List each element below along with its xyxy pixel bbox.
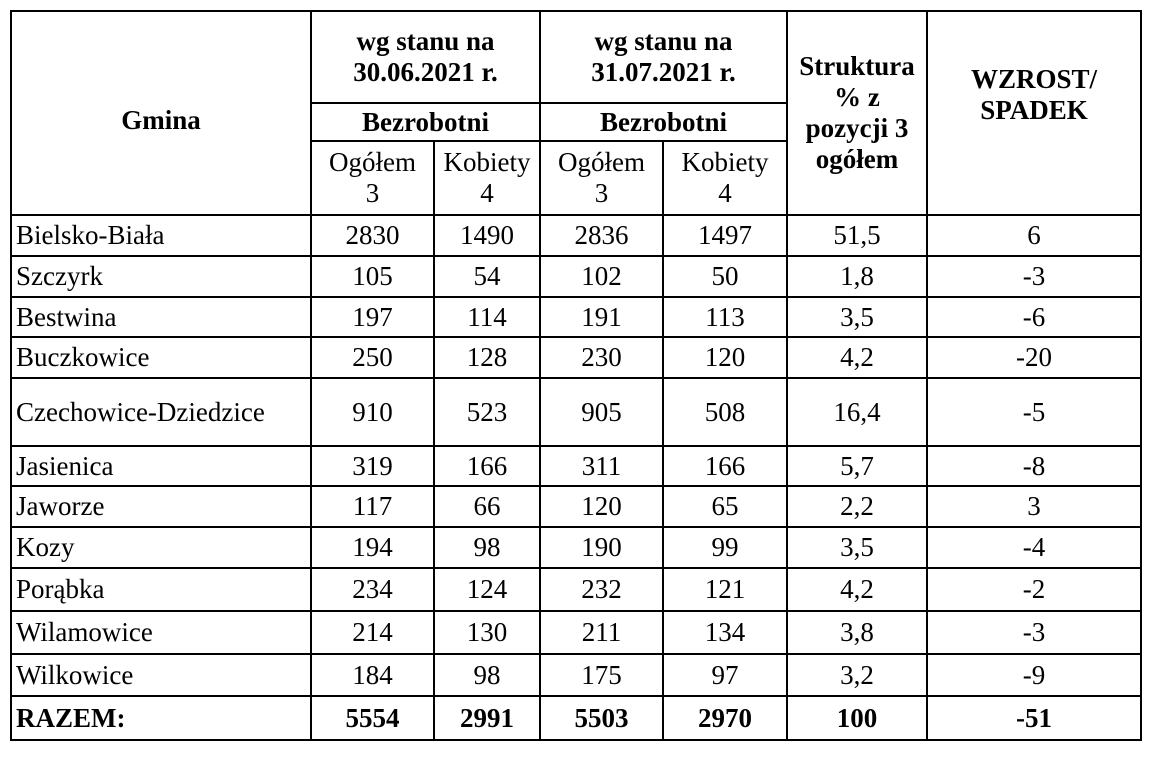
cell-kobiety-july: 121 (663, 568, 787, 611)
cell-ogolem-june: 234 (311, 568, 434, 611)
cell-kobiety-june: 98 (434, 654, 540, 696)
cell-kobiety-june: 124 (434, 568, 540, 611)
cell-kobiety-june: 98 (434, 527, 540, 568)
cell-kobiety-june: 114 (434, 297, 540, 337)
cell-kobiety-july: 65 (663, 486, 787, 527)
cell-struktura: 1,8 (787, 256, 927, 297)
cell-ogolem-june: 910 (311, 378, 434, 446)
cell-ogolem-june: 250 (311, 337, 434, 378)
cell-ogolem-july: 230 (540, 337, 663, 378)
header-bezrobotni-july: Bezrobotni (540, 103, 787, 141)
cell-wzrost-spadek: -3 (927, 611, 1141, 654)
total-row (11, 696, 1141, 740)
cell-ogolem-july: 191 (540, 297, 663, 337)
header-col-num: 3 (365, 178, 380, 208)
header-wzrost-spadek: WZROST/ SPADEK (927, 11, 1141, 215)
cell-struktura: 4,2 (787, 337, 927, 378)
cell-struktura: 3,5 (787, 527, 927, 568)
cell-gmina: Wilkowice (11, 654, 311, 696)
cell-kobiety-july: 508 (663, 378, 787, 446)
cell-gmina: Jaworze (11, 486, 311, 527)
cell-wzrost-spadek: -9 (927, 654, 1141, 696)
table-row (11, 446, 1141, 486)
cell-gmina: Bestwina (11, 297, 311, 337)
header-struktura: Struktura % z pozycji 3 ogółem (787, 11, 927, 215)
cell-gmina: Kozy (11, 527, 311, 568)
cell-kobiety-june: 523 (434, 378, 540, 446)
header-ogolem-july (540, 141, 663, 215)
cell-ogolem-june: 319 (311, 446, 434, 486)
table-row (11, 256, 1141, 297)
header-period-june: wg stanu na 30.06.2021 r. (311, 11, 540, 103)
cell-total-struktura: 100 (787, 696, 927, 740)
cell-kobiety-july: 97 (663, 654, 787, 696)
table-row (11, 527, 1141, 568)
cell-ogolem-july: 2836 (540, 215, 663, 256)
cell-kobiety-june: 54 (434, 256, 540, 297)
cell-total-kobiety-june: 2991 (434, 696, 540, 740)
cell-kobiety-june: 1490 (434, 215, 540, 256)
cell-wzrost-spadek: -20 (927, 337, 1141, 378)
cell-kobiety-july: 134 (663, 611, 787, 654)
unemployment-table (10, 10, 1142, 741)
cell-ogolem-june: 2830 (311, 215, 434, 256)
cell-gmina: Bielsko-Biała (11, 215, 311, 256)
header-kobiety-label: Kobiety (681, 147, 769, 177)
cell-total-ogolem-july: 5503 (540, 696, 663, 740)
cell-struktura: 3,5 (787, 297, 927, 337)
table-row (11, 568, 1141, 611)
header-col-num: 4 (718, 178, 732, 208)
cell-wzrost-spadek: -8 (927, 446, 1141, 486)
cell-wzrost-spadek: 3 (927, 486, 1141, 527)
cell-kobiety-july: 99 (663, 527, 787, 568)
cell-ogolem-july: 175 (540, 654, 663, 696)
cell-ogolem-july: 102 (540, 256, 663, 297)
table-row (11, 654, 1141, 696)
cell-ogolem-june: 197 (311, 297, 434, 337)
header-bezrobotni-june: Bezrobotni (311, 103, 540, 141)
cell-struktura: 4,2 (787, 568, 927, 611)
cell-kobiety-june: 166 (434, 446, 540, 486)
header-kobiety-june (434, 141, 540, 215)
cell-total-ogolem-june: 5554 (311, 696, 434, 740)
header-col-num: 4 (480, 178, 494, 208)
cell-ogolem-july: 311 (540, 446, 663, 486)
cell-kobiety-june: 128 (434, 337, 540, 378)
header-gmina: Gmina (11, 11, 311, 215)
cell-wzrost-spadek: -6 (927, 297, 1141, 337)
cell-wzrost-spadek: -4 (927, 527, 1141, 568)
cell-total-kobiety-july: 2970 (663, 696, 787, 740)
table-row (11, 337, 1141, 378)
header-ogolem-label: Ogółem (558, 147, 645, 177)
cell-kobiety-june: 66 (434, 486, 540, 527)
cell-gmina: Buczkowice (11, 337, 311, 378)
header-ogolem-label: Ogółem (329, 147, 416, 177)
table-row (11, 215, 1141, 256)
table-row (11, 486, 1141, 527)
table-row (11, 611, 1141, 654)
header-kobiety-label: Kobiety (443, 147, 531, 177)
cell-kobiety-july: 1497 (663, 215, 787, 256)
cell-wzrost-spadek: 6 (927, 215, 1141, 256)
cell-total-wzrost-spadek: -51 (927, 696, 1141, 740)
cell-gmina: Czechowice-Dziedzice (11, 378, 311, 446)
cell-gmina: Porąbka (11, 568, 311, 611)
cell-ogolem-july: 232 (540, 568, 663, 611)
cell-struktura: 3,8 (787, 611, 927, 654)
table-row (11, 378, 1141, 446)
cell-struktura: 2,2 (787, 486, 927, 527)
cell-gmina: Wilamowice (11, 611, 311, 654)
cell-struktura: 5,7 (787, 446, 927, 486)
cell-ogolem-july: 120 (540, 486, 663, 527)
table-row (11, 297, 1141, 337)
cell-gmina: Jasienica (11, 446, 311, 486)
cell-struktura: 3,2 (787, 654, 927, 696)
cell-struktura: 51,5 (787, 215, 927, 256)
cell-ogolem-june: 105 (311, 256, 434, 297)
cell-gmina: Szczyrk (11, 256, 311, 297)
cell-struktura: 16,4 (787, 378, 927, 446)
cell-kobiety-july: 113 (663, 297, 787, 337)
cell-total-label: RAZEM: (11, 696, 311, 740)
header-ogolem-june (311, 141, 434, 215)
cell-kobiety-july: 50 (663, 256, 787, 297)
cell-ogolem-july: 905 (540, 378, 663, 446)
header-col-num: 3 (594, 178, 609, 208)
cell-wzrost-spadek: -5 (927, 378, 1141, 446)
cell-ogolem-june: 117 (311, 486, 434, 527)
header-kobiety-july (663, 141, 787, 215)
cell-ogolem-july: 190 (540, 527, 663, 568)
cell-kobiety-july: 120 (663, 337, 787, 378)
header-period-july: wg stanu na 31.07.2021 r. (540, 11, 787, 103)
cell-kobiety-july: 166 (663, 446, 787, 486)
cell-kobiety-june: 130 (434, 611, 540, 654)
cell-ogolem-july: 211 (540, 611, 663, 654)
cell-wzrost-spadek: -3 (927, 256, 1141, 297)
cell-ogolem-june: 214 (311, 611, 434, 654)
cell-ogolem-june: 194 (311, 527, 434, 568)
cell-wzrost-spadek: -2 (927, 568, 1141, 611)
cell-ogolem-june: 184 (311, 654, 434, 696)
